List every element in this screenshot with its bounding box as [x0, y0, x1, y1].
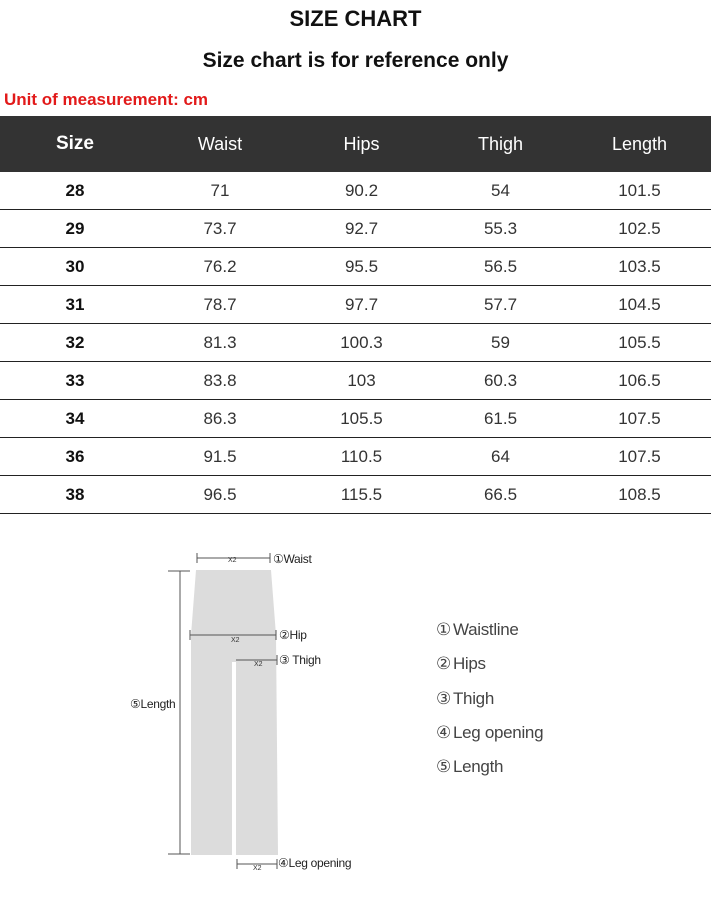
size-cell: 33 [0, 362, 150, 400]
legend-number: ③ [436, 688, 451, 708]
value-cell: 105.5 [290, 400, 433, 438]
table-body [0, 172, 711, 514]
value-cell: 76.2 [150, 248, 290, 286]
legend-item [436, 750, 543, 784]
unit-note: Unit of measurement: cm [4, 90, 209, 109]
page-subtitle: Size chart is for reference only [202, 49, 509, 72]
column-header-hips: Hips [290, 116, 433, 172]
table-row [0, 324, 711, 362]
table-row [0, 172, 711, 210]
value-cell: 105.5 [568, 324, 711, 362]
value-cell: 71 [150, 172, 290, 210]
value-cell: 92.7 [290, 210, 433, 248]
value-cell: 102.5 [568, 210, 711, 248]
value-cell: 64 [433, 438, 568, 476]
size-cell: 31 [0, 286, 150, 324]
legend-label: Leg opening [452, 723, 544, 743]
value-cell: 60.3 [433, 362, 568, 400]
legend-label: Hips [452, 654, 486, 674]
value-cell: 57.7 [433, 286, 568, 324]
legend-label: Length [452, 757, 504, 777]
table-row [0, 400, 711, 438]
value-cell: 66.5 [433, 476, 568, 514]
measurement-legend [436, 613, 543, 784]
size-table [0, 116, 711, 514]
column-header-thigh: Thigh [433, 116, 568, 172]
value-cell: 59 [433, 324, 568, 362]
legend-number: ⑤ [436, 757, 451, 777]
value-cell: 97.7 [290, 286, 433, 324]
legend-number: ① [436, 620, 451, 640]
size-cell: 30 [0, 248, 150, 286]
size-cell: 32 [0, 324, 150, 362]
leg-opening-label: ④Leg opening [278, 856, 352, 870]
hip-x2-label: X2 [231, 637, 240, 644]
value-cell: 110.5 [290, 438, 433, 476]
value-cell: 107.5 [568, 400, 711, 438]
pants-diagram [120, 540, 380, 880]
value-cell: 90.2 [290, 172, 433, 210]
table-header-row [0, 116, 711, 172]
table-row [0, 286, 711, 324]
leg-opening-x2-label: X2 [253, 865, 262, 872]
legend-item [436, 613, 543, 647]
legend-label: Thigh [452, 688, 494, 708]
hip-label: ②Hip [279, 628, 307, 642]
value-cell: 100.3 [290, 324, 433, 362]
waist-label: ①Waist [273, 552, 312, 566]
value-cell: 83.8 [150, 362, 290, 400]
size-cell: 36 [0, 438, 150, 476]
length-label: ⑤Length [130, 697, 176, 711]
value-cell: 103.5 [568, 248, 711, 286]
legend-number: ④ [436, 723, 451, 743]
value-cell: 91.5 [150, 438, 290, 476]
size-cell: 28 [0, 172, 150, 210]
page-title: SIZE CHART [289, 6, 422, 31]
table-row [0, 248, 711, 286]
value-cell: 107.5 [568, 438, 711, 476]
value-cell: 101.5 [568, 172, 711, 210]
legend-item [436, 682, 543, 716]
legend-item [436, 647, 543, 681]
value-cell: 56.5 [433, 248, 568, 286]
value-cell: 96.5 [150, 476, 290, 514]
column-header-length: Length [568, 116, 711, 172]
value-cell: 95.5 [290, 248, 433, 286]
size-cell: 38 [0, 476, 150, 514]
value-cell: 61.5 [433, 400, 568, 438]
value-cell: 115.5 [290, 476, 433, 514]
value-cell: 55.3 [433, 210, 568, 248]
size-cell: 29 [0, 210, 150, 248]
pants-shape [191, 570, 278, 855]
value-cell: 81.3 [150, 324, 290, 362]
value-cell: 73.7 [150, 210, 290, 248]
value-cell: 106.5 [568, 362, 711, 400]
table-row [0, 362, 711, 400]
value-cell: 78.7 [150, 286, 290, 324]
thigh-x2-label: X2 [254, 661, 263, 668]
value-cell: 108.5 [568, 476, 711, 514]
column-header-waist: Waist [150, 116, 290, 172]
table-row [0, 476, 711, 514]
legend-item [436, 716, 543, 750]
value-cell: 54 [433, 172, 568, 210]
thigh-label: ③ Thigh [279, 653, 321, 667]
table-row [0, 210, 711, 248]
table-row [0, 438, 711, 476]
value-cell: 103 [290, 362, 433, 400]
column-header-size: Size [0, 116, 150, 172]
legend-number: ② [436, 654, 451, 674]
waist-x2-label: X2 [228, 557, 237, 564]
value-cell: 104.5 [568, 286, 711, 324]
size-cell: 34 [0, 400, 150, 438]
value-cell: 86.3 [150, 400, 290, 438]
legend-label: Waistline [452, 620, 519, 640]
